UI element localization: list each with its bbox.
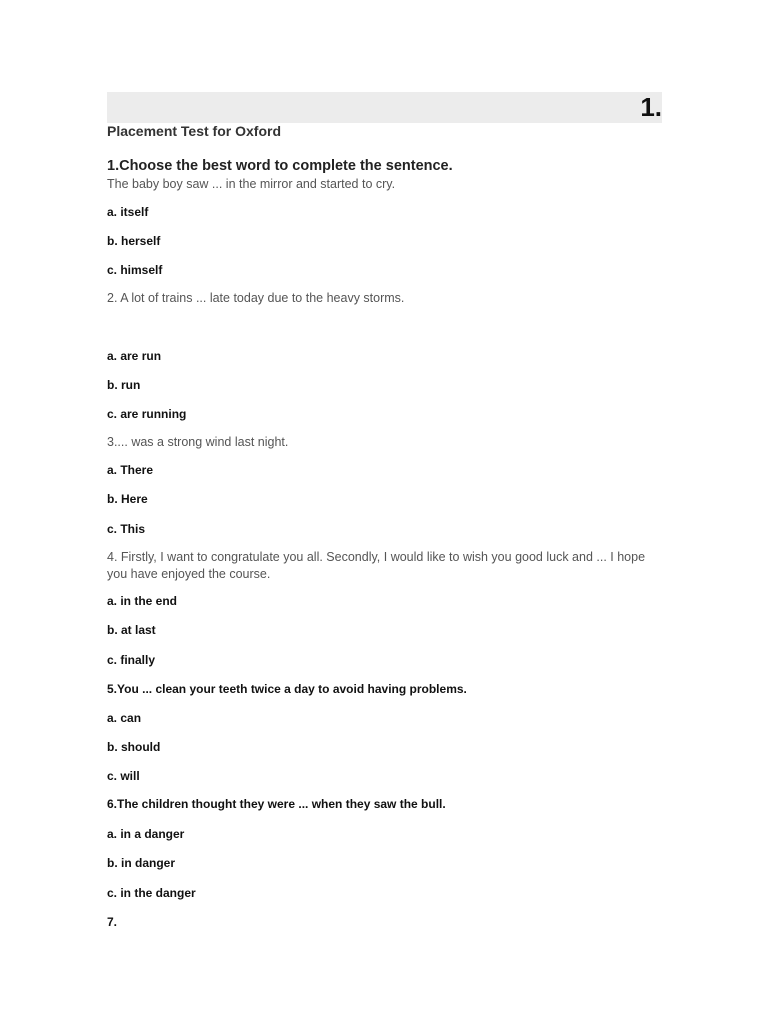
- question-1-option-a: a. itself: [107, 205, 149, 219]
- question-5-prompt: 5.You ... clean your teeth twice a day to avoid having problems.: [107, 682, 467, 696]
- question-1-heading: 1.Choose the best word to complete the sentence.: [107, 158, 453, 174]
- question-2-option-b: b. run: [107, 378, 141, 392]
- doc-title: Placement Test for Oxford: [107, 123, 282, 139]
- question-6-option-a: a. in a danger: [107, 827, 185, 841]
- question-6-option-b: b. in danger: [107, 856, 176, 870]
- question-1-option-c: c. himself: [107, 263, 163, 277]
- question-3-option-b: b. Here: [107, 492, 148, 506]
- question-5-option-b: b. should: [107, 740, 161, 754]
- question-3-option-c: c. This: [107, 522, 146, 536]
- question-6-option-c: c. in the danger: [107, 886, 196, 900]
- question-1-prompt: The baby boy saw ... in the mirror and started to cry.: [107, 177, 396, 191]
- question-2-option-a: a. are run: [107, 349, 162, 363]
- question-3-option-a: a. There: [107, 463, 154, 477]
- question-4-option-c: c. finally: [107, 653, 156, 667]
- page-number: 1.: [640, 92, 662, 122]
- question-6-prompt: 6.The children thought they were ... when they saw the bull.: [107, 797, 446, 811]
- question-3-prompt: 3.... was a strong wind last night.: [107, 435, 289, 449]
- question-4-option-b: b. at last: [107, 623, 156, 637]
- question-5-option-a: a. can: [107, 711, 142, 725]
- question-2-option-c: c. are running: [107, 407, 187, 421]
- question-7-prompt: 7.: [107, 915, 118, 929]
- question-5-option-c: c. will: [107, 769, 140, 783]
- question-4-option-a: a. in the end: [107, 594, 178, 608]
- question-1-option-b: b. herself: [107, 234, 161, 248]
- question-2-prompt: 2. A lot of trains ... late today due to the heavy storms.: [107, 291, 405, 305]
- question-4-prompt: 4. Firstly, I want to congratulate you all. Secondly, I would like to wish you good luck and ... I hope you have enjoyed the course.: [107, 550, 646, 581]
- page-header-bar: [107, 92, 662, 123]
